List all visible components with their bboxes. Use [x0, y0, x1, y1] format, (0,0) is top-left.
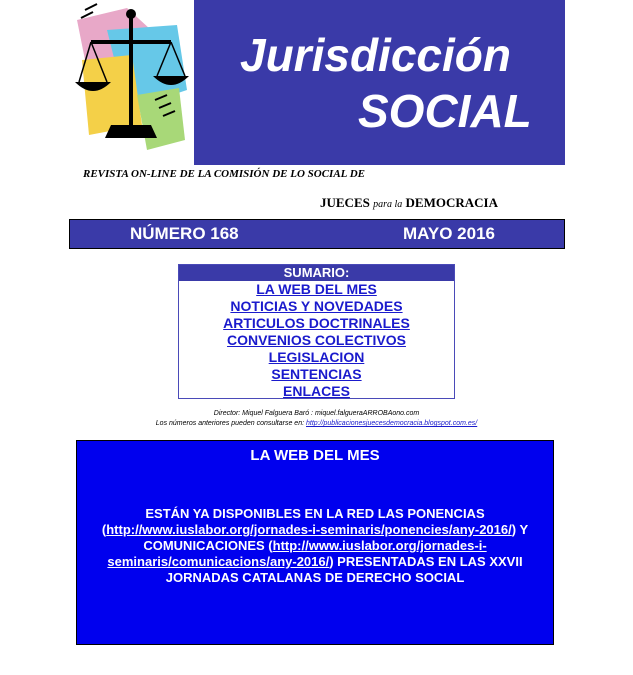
web-del-mes-heading: LA WEB DEL MES [250, 447, 380, 464]
issue-date: MAYO 2016 [403, 224, 495, 243]
summary-link-articulos[interactable]: ARTICULOS DOCTRINALES [223, 315, 410, 331]
web-del-mes-text-1: ESTÁN YA DISPONIBLES EN LA RED LAS PONENCIAS ( [101, 506, 485, 537]
comunicaciones-link[interactable]: http://www.iuslabor.org/jornades-i-seminaris/comunicacions/any-2016/ [107, 538, 487, 569]
web-del-mes-section [76, 440, 554, 645]
summary-link-noticias[interactable]: NOTICIAS Y NOVEDADES [230, 298, 403, 314]
magazine-title-line1: Jurisdicción [240, 29, 511, 81]
summary-list [179, 281, 454, 400]
director-credit [0, 410, 633, 417]
association-part3: DEMOCRACIA [405, 195, 498, 210]
summary-box [178, 264, 455, 399]
director-email: miquel.falgueraARROBAono.com [314, 410, 420, 417]
previous-issues-link[interactable]: http://publicacionesjuecesdemocracia.blogspot.com.es/ [306, 420, 478, 427]
previous-issues-credit [0, 420, 633, 427]
summary-item [179, 315, 454, 332]
summary-item [179, 281, 454, 298]
summary-link-enlaces[interactable]: ENLACES [283, 383, 350, 399]
summary-heading: SUMARIO: [179, 265, 454, 281]
summary-link-convenios[interactable]: CONVENIOS COLECTIVOS [227, 332, 406, 348]
web-del-mes-body [77, 506, 553, 586]
summary-item [179, 366, 454, 383]
magazine-subtitle: REVISTA ON-LINE DE LA COMISIÓN DE LO SOCIAL DE [83, 168, 365, 180]
director-label: Director: Miquel Falguera Baró : [213, 410, 313, 417]
web-del-mes-text-3: ) PRESENTADAS EN LAS XXVII JORNADAS CATALANAS DE DERECHO SOCIAL [165, 554, 523, 585]
association-part2: para la [373, 199, 403, 210]
summary-item [179, 349, 454, 366]
header-band [194, 0, 565, 165]
scales-of-justice-icon [67, 0, 194, 165]
summary-link-legislacion[interactable]: LEGISLACION [268, 349, 365, 365]
previous-issues-label: Los números anteriores pueden consultarse en: [155, 420, 305, 427]
summary-link-web-del-mes[interactable]: LA WEB DEL MES [256, 281, 377, 297]
web-del-mes-text-2: ) Y COMUNICACIONES ( [143, 522, 529, 553]
summary-item [179, 383, 454, 400]
magazine-title-line2: SOCIAL [358, 85, 532, 137]
association-name [320, 195, 498, 211]
summary-item [179, 332, 454, 349]
association-part1: JUECES [320, 195, 370, 210]
issue-bar [69, 219, 565, 249]
summary-link-sentencias[interactable]: SENTENCIAS [271, 366, 362, 382]
ponencias-link[interactable]: http://www.iuslabor.org/jornades-i-seminaris/ponencies/any-2016/ [106, 522, 512, 537]
summary-item [179, 298, 454, 315]
issue-number: NÚMERO 168 [130, 224, 239, 243]
